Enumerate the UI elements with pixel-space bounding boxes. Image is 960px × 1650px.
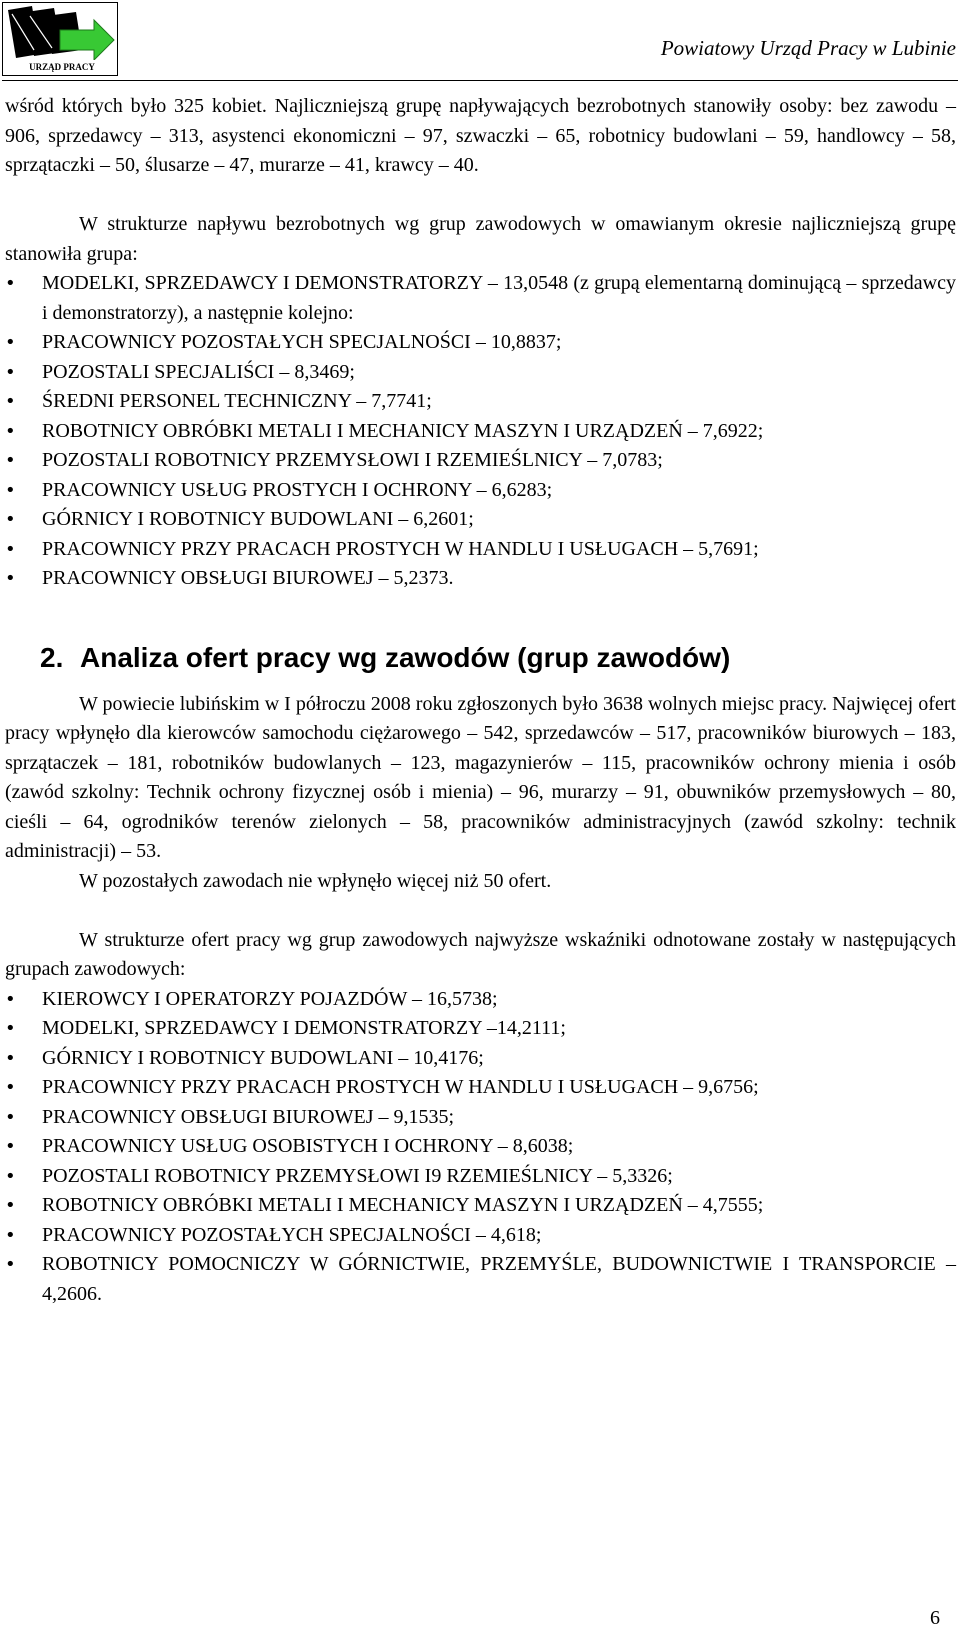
logo-text: URZĄD PRACY [29, 62, 95, 72]
list-item: • GÓRNICY I ROBOTNICY BUDOWLANI – 10,4176; [5, 1044, 956, 1074]
paragraph-offers-structure: W strukturze ofert pracy wg grup zawodowych najwyższe wskaźniki odnotowane zostały w następujących grupach zawodowych: [5, 928, 956, 980]
list-item: • ROBOTNICY POMOCNICZY W GÓRNICTWIE, PRZEMYŚLE, BUDOWNICTWIE I TRANSPORCIE – 4,2606. [5, 1250, 956, 1309]
list-item: • ROBOTNICY OBRÓBKI METALI I MECHANICY MASZYN I URZĄDZEŃ – 4,7555; [5, 1191, 956, 1221]
list-item: • MODELKI, SPRZEDAWCY I DEMONSTRATORZY –14,2111; [5, 1014, 956, 1044]
list-item: • ROBOTNICY OBRÓBKI METALI I MECHANICY MASZYN I URZĄDZEŃ – 7,6922; [5, 417, 956, 447]
list-item: • MODELKI, SPRZEDAWCY I DEMONSTRATORZY – 13,0548 (z grupą elementarną dominującą – sprzedawcy i demonstratorzy), a następnie kolejno: [5, 269, 956, 328]
list-item: • PRACOWNICY OBSŁUGI BIUROWEJ – 5,2373. [5, 564, 956, 594]
section-heading [5, 640, 956, 676]
list-item: • PRACOWNICY USŁUG OSOBISTYCH I OCHRONY – 8,6038; [5, 1132, 956, 1162]
paragraph-job-offers: W powiecie lubińskim w I półroczu 2008 roku zgłoszonych było 3638 wolnych miejsc pracy. Najwięcej ofert pracy wpłynęło dla kierowców samochodu ciężarowego – 542, sprzedawców – 517, pracowników biurowych – 183, sprzątaczek – 181, robotników budowlanych – 123, magazynierów – 115, pracowników ochrony mienia i osób (zawód szkolny: Technik ochrony fizycznej osób i mienia) – 96, murarzy – 91, obuwników przemysłowych – 80, cieśli – 64, ogrodników terenów zielonych – 58, pracowników administracyjnych (zawód szkolny: technik administracji) – 53. [5, 692, 956, 862]
list-item: • PRACOWNICY USŁUG PROSTYCH I OCHRONY – 6,6283; [5, 476, 956, 506]
paragraph-inflow-summary: wśród których było 325 kobiet. Najliczniejszą grupę napływających bezrobotnych stanowiły osoby: bez zawodu – 906, sprzedawcy – 313, asystenci ekonomiczni – 97, szwaczki – 65, robotnicy budowlani – 59, handlowcy – 58, sprzątaczki – 50, ślusarze – 47, murarze – 41, krawcy – 40. [5, 95, 956, 176]
offers-groups-list [5, 985, 956, 1310]
header-title: Powiatowy Urząd Pracy w Lubinie [660, 36, 956, 60]
list-item: • PRACOWNICY PRZY PRACACH PROSTYCH W HANDLU I USŁUGACH – 5,7691; [5, 535, 956, 565]
inflow-groups-list [5, 269, 956, 594]
spacer [5, 676, 956, 690]
logo-graphic [2, 2, 118, 76]
header-divider [2, 80, 958, 81]
section-title: Analiza ofert pracy wg zawodów (grup zawodów) [80, 641, 731, 673]
spacer [5, 181, 956, 211]
document-body [5, 92, 956, 1309]
page-number: 6 [930, 1607, 940, 1629]
list-item: • POZOSTALI ROBOTNICY PRZEMYSŁOWI I RZEMIEŚLNICY – 7,0783; [5, 446, 956, 476]
list-item: • PRACOWNICY POZOSTAŁYCH SPECJALNOŚCI – 10,8837; [5, 328, 956, 358]
paragraph-inflow-structure: W strukturze napływu bezrobotnych wg grup zawodowych w omawianym okresie najliczniejszą grupę stanowiła grupa: [5, 213, 956, 265]
list-item: • PRACOWNICY PRZY PRACACH PROSTYCH W HANDLU I USŁUGACH – 9,6756; [5, 1073, 956, 1103]
paragraph-other-offers: W pozostałych zawodach nie wpłynęło więcej niż 50 ofert. [79, 869, 552, 892]
list-item: • PRACOWNICY POZOSTAŁYCH SPECJALNOŚCI – 4,618; [5, 1221, 956, 1251]
section-number: 2. [40, 641, 64, 673]
urzad-pracy-logo [2, 2, 118, 76]
list-item: • ŚREDNI PERSONEL TECHNICZNY – 7,7741; [5, 387, 956, 417]
list-item: • GÓRNICY I ROBOTNICY BUDOWLANI – 6,2601; [5, 505, 956, 535]
list-item: • KIEROWCY I OPERATORZY POJAZDÓW – 16,5738; [5, 985, 956, 1015]
list-item: • POZOSTALI SPECJALIŚCI – 8,3469; [5, 358, 956, 388]
list-item: • PRACOWNICY OBSŁUGI BIUROWEJ – 9,1535; [5, 1103, 956, 1133]
spacer [5, 594, 956, 640]
list-item: • POZOSTALI ROBOTNICY PRZEMYSŁOWI I9 RZEMIEŚLNICY – 5,3326; [5, 1162, 956, 1192]
spacer [5, 896, 956, 926]
